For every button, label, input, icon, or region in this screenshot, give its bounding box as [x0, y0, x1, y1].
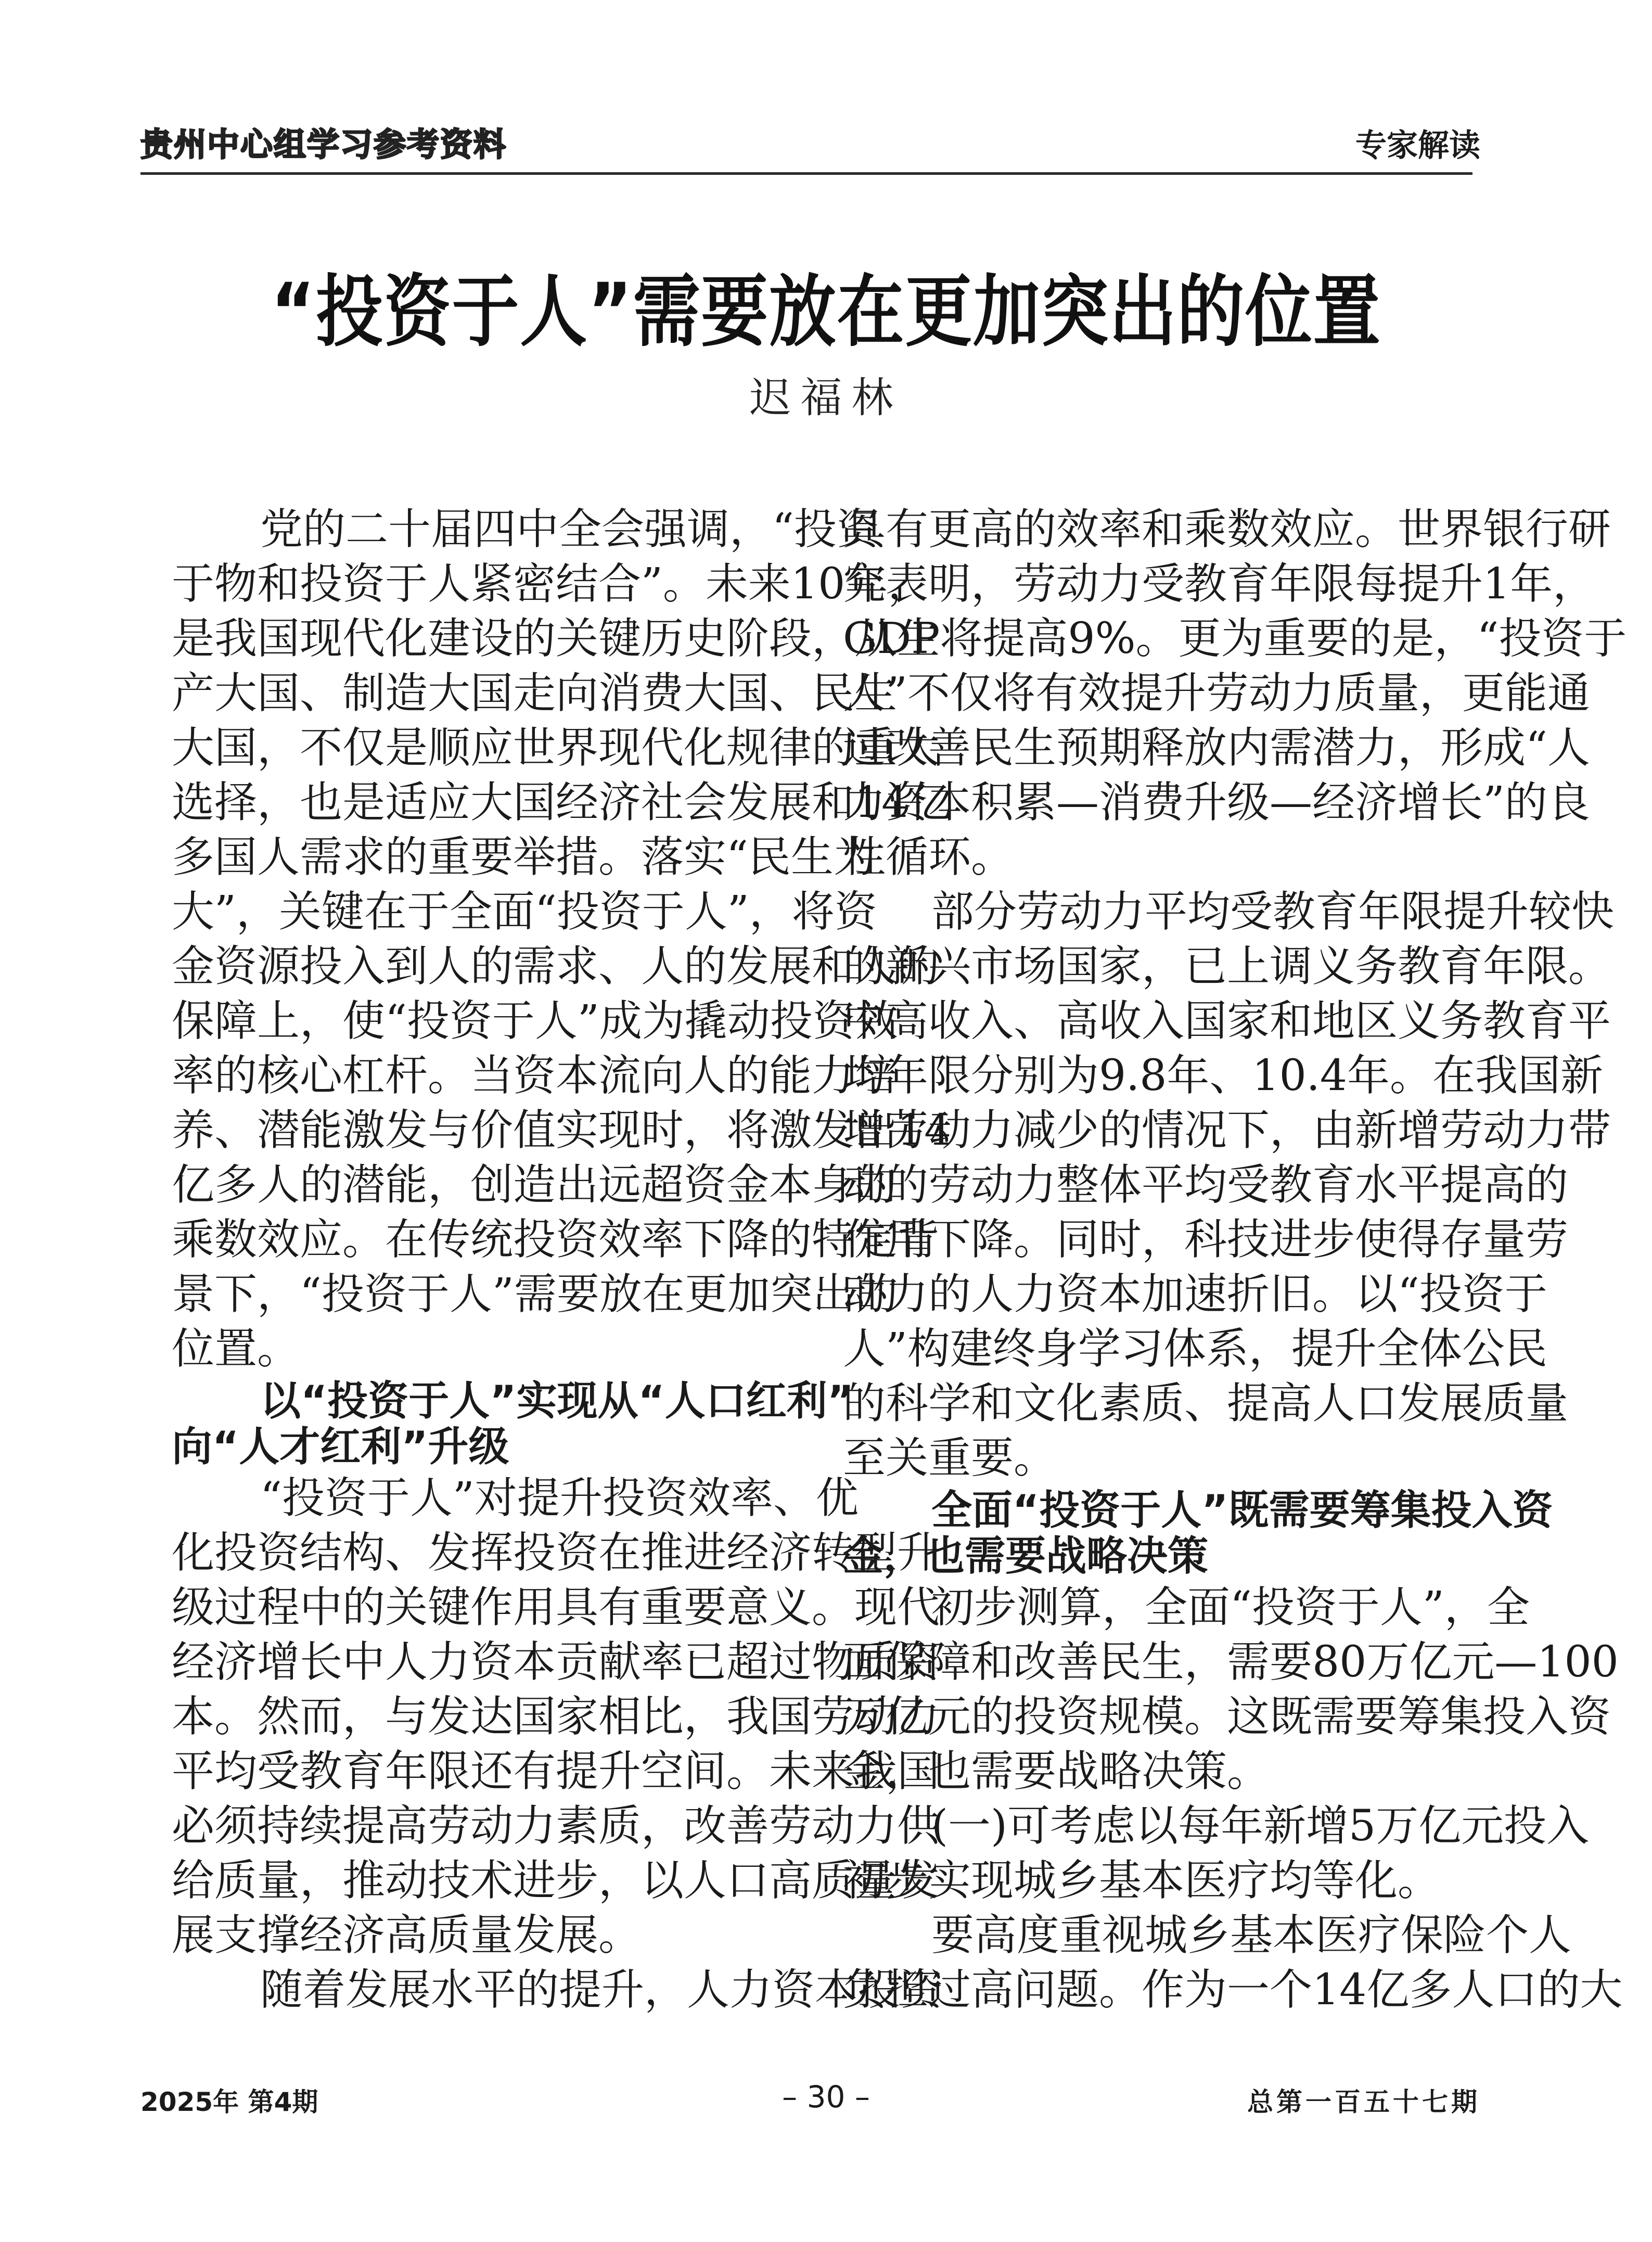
paragraph-line: 初步实现城乡基本医疗均等化。	[843, 1856, 1441, 1905]
paragraph-line: 具有更高的效率和乘数效应。世界银行研	[843, 505, 1611, 554]
paragraph-line: 中高收入、高收入国家和地区义务教育平	[843, 996, 1611, 1046]
paragraph-line: 是我国现代化建设的关键历史阶段，从生	[172, 614, 940, 663]
paragraph-line: 本。然而，与发达国家相比，我国劳动力	[172, 1692, 940, 1741]
paragraph-line: 养、潜能激发与价值实现时，将激发出14	[172, 1106, 952, 1155]
paragraph-line: 人”不仅将有效提升劳动力质量，更能通	[843, 669, 1590, 718]
paragraph-line: (一)可考虑以每年新增5万亿元投入	[931, 1801, 1590, 1851]
paragraph-line: 金资源投入到人的需求、人的发展和人的	[172, 942, 940, 991]
paragraph-line: 部分劳动力平均受教育年限提升较快	[931, 887, 1615, 937]
paragraph-line: 究表明，劳动力受教育年限每提升1年，	[843, 559, 1596, 609]
paragraph-line: 动的劳动力整体平均受教育水平提高的	[843, 1160, 1569, 1210]
paragraph-line: 作用下降。同时，科技进步使得存量劳	[843, 1215, 1569, 1264]
paragraph-line: 均年限分别为9.8年、10.4年。在我国新	[843, 1051, 1603, 1100]
issue-label: 2025年 第4期	[140, 2087, 318, 2117]
paragraph-line: 初步测算，全面“投资于人”，全	[931, 1583, 1530, 1632]
paragraph-line: 给质量，推动技术进步，以人口高质量发	[172, 1856, 940, 1905]
paragraph-line: 展支撑经济高质量发展。	[172, 1911, 642, 1960]
paragraph-line: 要高度重视城乡基本医疗保险个人	[931, 1911, 1572, 1960]
header-divider	[140, 172, 1472, 175]
paragraph-line: 大国，不仅是顺应世界现代化规律的重大	[172, 723, 940, 773]
page-number: – 30 –	[782, 2079, 870, 2115]
article-author: 迟福林	[749, 374, 903, 422]
paragraph-line: GDP将提高9%。更为重要的是，“投资于	[843, 614, 1627, 663]
paragraph-line: 保障上，使“投资于人”成为撬动投资效	[172, 996, 898, 1046]
paragraph-line: 金，也需要战略决策。	[843, 1747, 1270, 1796]
paragraph-line: 率的核心杠杆。当资本流向人的能力培	[172, 1051, 898, 1100]
paragraph-line: 平均受教育年限还有提升空间。未来我国	[172, 1747, 940, 1796]
paragraph-line: 性循环。	[843, 832, 1014, 882]
paragraph-line: 必须持续提高劳动力素质，改善劳动力供	[172, 1801, 940, 1851]
paragraph-line: 大”，关键在于全面“投资于人”，将资	[172, 887, 877, 937]
section-heading-line: 全面“投资于人”既需要筹集投入资	[931, 1487, 1553, 1534]
paragraph-line: 过改善民生预期释放内需潜力，形成“人	[843, 723, 1590, 773]
paragraph-line: 于物和投资于人紧密结合”。未来10年，	[172, 559, 931, 609]
paragraph-line: 亿多人的潜能，创造出远超资金本身的	[172, 1160, 898, 1210]
paragraph-line: 景下，“投资于人”需要放在更加突出的	[172, 1270, 898, 1319]
paragraph-line: 党的二十届四中全会强调，“投资	[260, 505, 879, 554]
paragraph-line: 选择，也是适应大国经济社会发展和14亿	[172, 778, 952, 827]
paragraph-line: 乘数效应。在传统投资效率下降的特定背	[172, 1215, 940, 1264]
paragraph-line: 产大国、制造大国走向消费大国、民生	[172, 669, 898, 718]
paragraph-line: 的新兴市场国家，已上调义务教育年限。	[843, 942, 1611, 991]
section-heading-line: 向“人才红利”升级	[172, 1424, 509, 1470]
section-heading-line: 以“投资于人”实现从“人口红利”	[260, 1378, 854, 1425]
paragraph-line: 化投资结构、发挥投资在推进经济转型升	[172, 1528, 940, 1578]
paragraph-line: 的科学和文化素质、提高人口发展质量	[843, 1379, 1569, 1428]
paragraph-line: 至关重要。	[843, 1433, 1057, 1483]
paragraph-line: 万亿元的投资规模。这既需要筹集投入资	[843, 1692, 1611, 1741]
right-column	[843, 502, 1627, 2017]
section-label: 专家解读	[1355, 127, 1480, 164]
article-title: “投资于人”需要放在更加突出的位置	[271, 267, 1381, 357]
paragraph-line: 增劳动力减少的情况下，由新增劳动力带	[843, 1106, 1611, 1155]
paragraph-line: 随着发展水平的提升，人力资本投资	[260, 1965, 943, 2015]
paragraph-line: “投资于人”对提升投资效率、优	[260, 1474, 859, 1523]
paragraph-line: 负担过高问题。作为一个14亿多人口的大	[843, 1965, 1623, 2015]
paragraph-line: 位置。	[172, 1324, 300, 1374]
paragraph-line: 经济增长中人力资本贡献率已超过物质资	[172, 1637, 940, 1687]
paragraph-line: 级过程中的关键作用具有重要意义。现代	[172, 1583, 940, 1632]
publication-name: 贵州中心组学习参考资料	[140, 125, 507, 163]
paragraph-line: 动力的人力资本加速折旧。以“投资于	[843, 1270, 1547, 1319]
paragraph-line: 人”构建终身学习体系，提升全体公民	[843, 1324, 1547, 1374]
paragraph-line: 力资本积累—消费升级—经济增长”的良	[843, 778, 1590, 827]
section-heading-line: 金，也需要战略决策	[843, 1533, 1209, 1580]
paragraph-line: 多国人需求的重要举措。落实“民生为	[172, 832, 876, 882]
total-issue-label: 总第一百五十七期	[1247, 2087, 1480, 2117]
paragraph-line: 面保障和改善民生，需要80万亿元—100	[843, 1637, 1619, 1687]
